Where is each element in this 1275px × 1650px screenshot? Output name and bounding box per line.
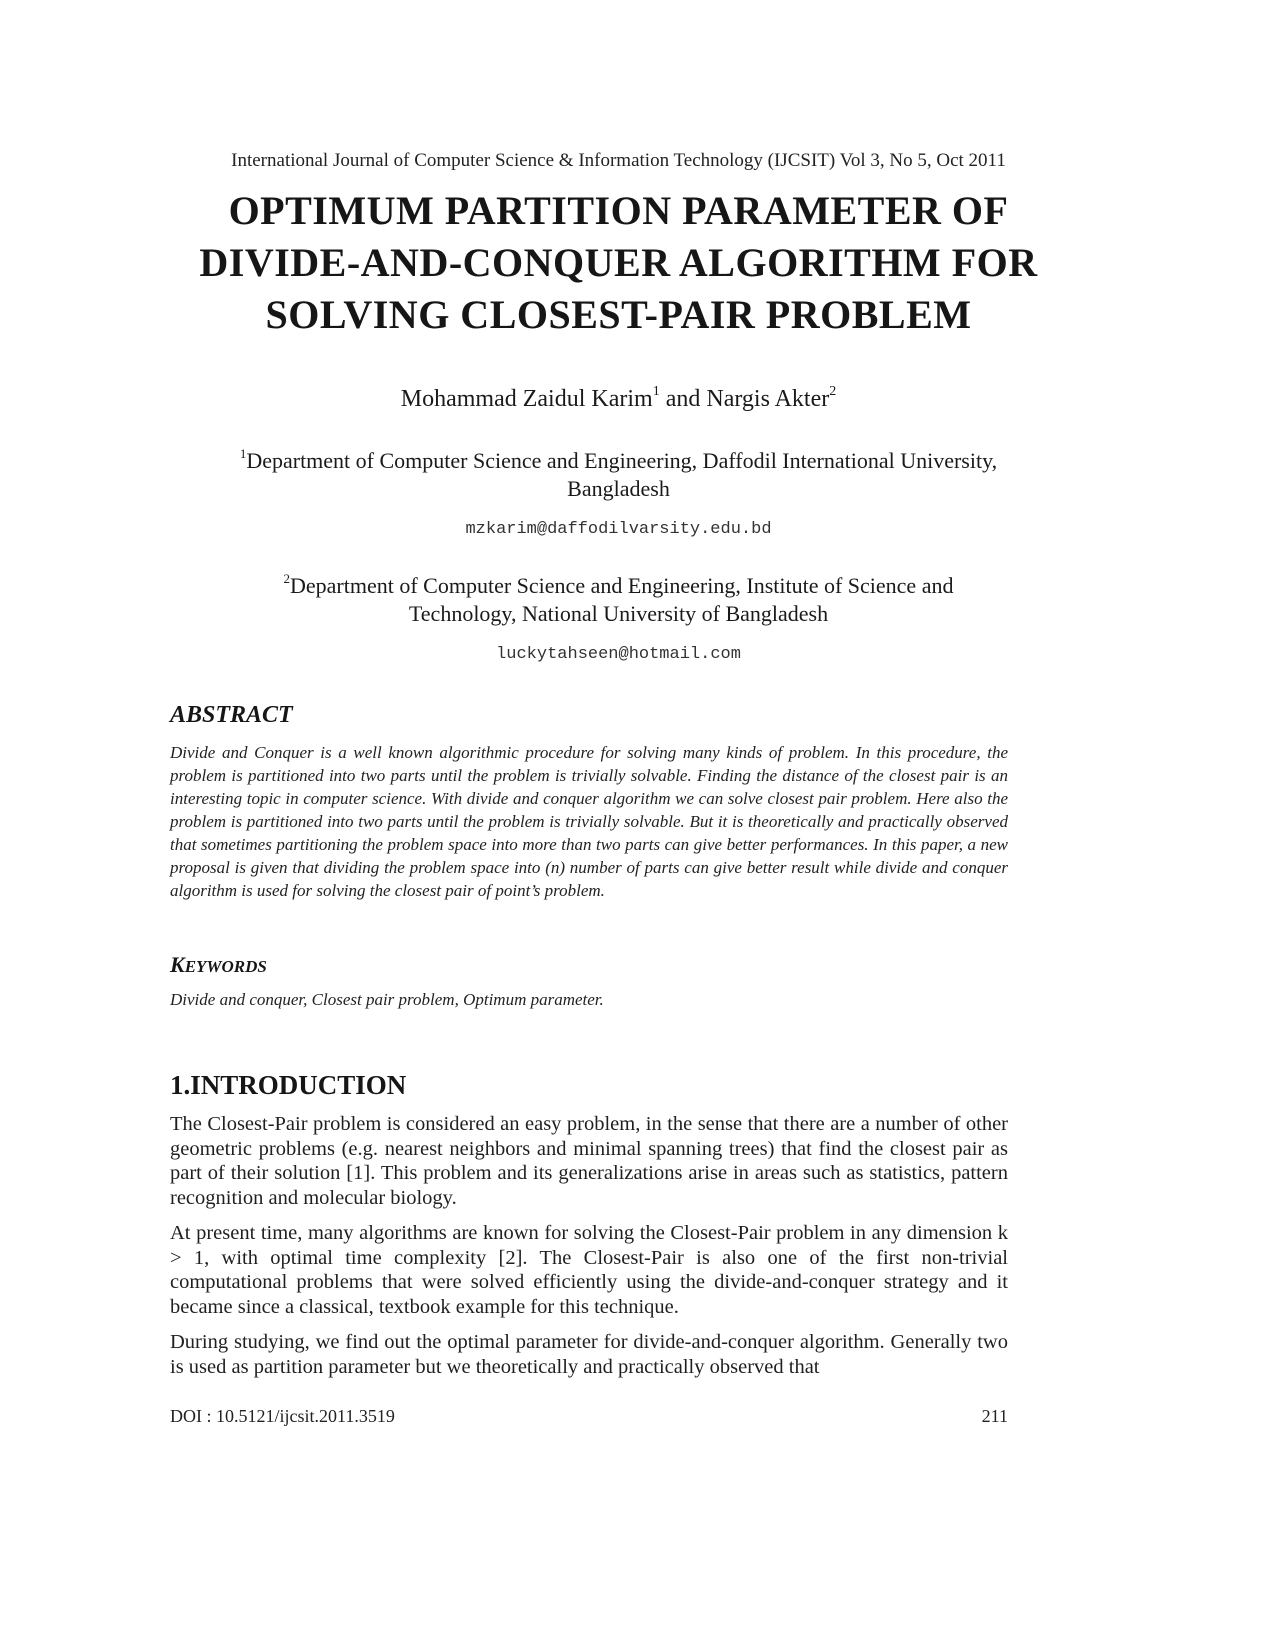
keywords-heading-initial: K (170, 952, 185, 977)
abstract-text: Divide and Conquer is a well known algorithmic procedure for solving many kinds of problem. In this procedure, the problem is partitioned into two parts until the problem is trivially solvable. Finding the distance of the closest pair is an interesting topic in computer science. With divide and conquer algorithm we can solve closest pair problem. Here also the problem is partitioned into two parts until the problem is trivially solvable. But it is theoretically and practically observed that sometimes partitioning the problem space into more than two parts can give better performances. In this paper, a new proposal is given that dividing the problem space into (n) number of parts can give better result while divide and conquer algorithm is used for solving the closest pair of point’s problem. (170, 743, 1008, 900)
affiliation-text: Technology, National University of Bangladesh (408, 601, 829, 626)
abstract-heading: ABSTRACT (170, 702, 293, 728)
title-line: DIVIDE-AND-CONQUER ALGORITHM FOR (199, 240, 1038, 285)
paper-title (0, 185, 1237, 341)
author-name: Mohammad Zaidul Karim (400, 386, 653, 412)
affiliation-1 (0, 440, 1237, 503)
author-email: mzkarim@daffodilvarsity.edu.bd (465, 520, 772, 539)
affiliation-mark: 2 (283, 571, 291, 586)
affiliation-mark: 2 (829, 384, 837, 399)
keywords-heading-rest: EYWORDS (184, 957, 267, 976)
paragraph: At present time, many algorithms are known for solving the Closest-Pair problem in any dimension k > 1, with optimal time complexity [2]. The Closest-Pair is also one of the first non-trivial computational problems that were solved efficiently using the divide-and-conquer strategy and it became since a classical, textbook example for this technique. (170, 1222, 1008, 1318)
author-name: Nargis Akter (706, 386, 830, 412)
title-line: OPTIMUM PARTITION PARAMETER OF (228, 188, 1009, 233)
page-number: 211 (981, 1406, 1008, 1426)
author-list (0, 384, 1237, 413)
journal-header: International Journal of Computer Science & Information Technology (IJCSIT) Vol 3, No 5, Oct 2011 (231, 150, 1006, 171)
introduction-body (170, 1112, 1008, 1390)
affiliation-2 (0, 565, 1237, 628)
author-conjunction: and (659, 386, 707, 412)
affiliation-text: Department of Computer Science and Engineering, Daffodil International University, (246, 448, 998, 473)
section-heading: 1.INTRODUCTION (170, 1070, 407, 1100)
author-email: luckytahseen@hotmail.com (496, 645, 741, 664)
keywords-text: Divide and conquer, Closest pair problem, Optimum parameter. (170, 990, 604, 1009)
paragraph: During studying, we find out the optimal parameter for divide-and-conquer algorithm. Generally two is used as partition parameter but we theoretically and practically observed that (170, 1331, 1008, 1378)
title-line: SOLVING CLOSEST-PAIR PROBLEM (265, 292, 972, 337)
affiliation-mark: 1 (652, 384, 660, 399)
affiliation-text: Department of Computer Science and Engineering, Institute of Science and (290, 573, 954, 598)
keywords-heading (170, 952, 267, 978)
doi-footer: DOI : 10.5121/ijcsit.2011.3519 (170, 1406, 395, 1426)
affiliation-text: Bangladesh (567, 476, 670, 501)
paragraph: The Closest-Pair problem is considered an easy problem, in the sense that there are a number of other geometric problems (e.g. nearest neighbors and minimal spanning trees) that find the closest pair as part of their solution [1]. This problem and its generalizations arise in areas such as statistics, pattern recognition and molecular biology. (170, 1113, 1008, 1209)
affiliation-mark: 1 (239, 446, 247, 461)
